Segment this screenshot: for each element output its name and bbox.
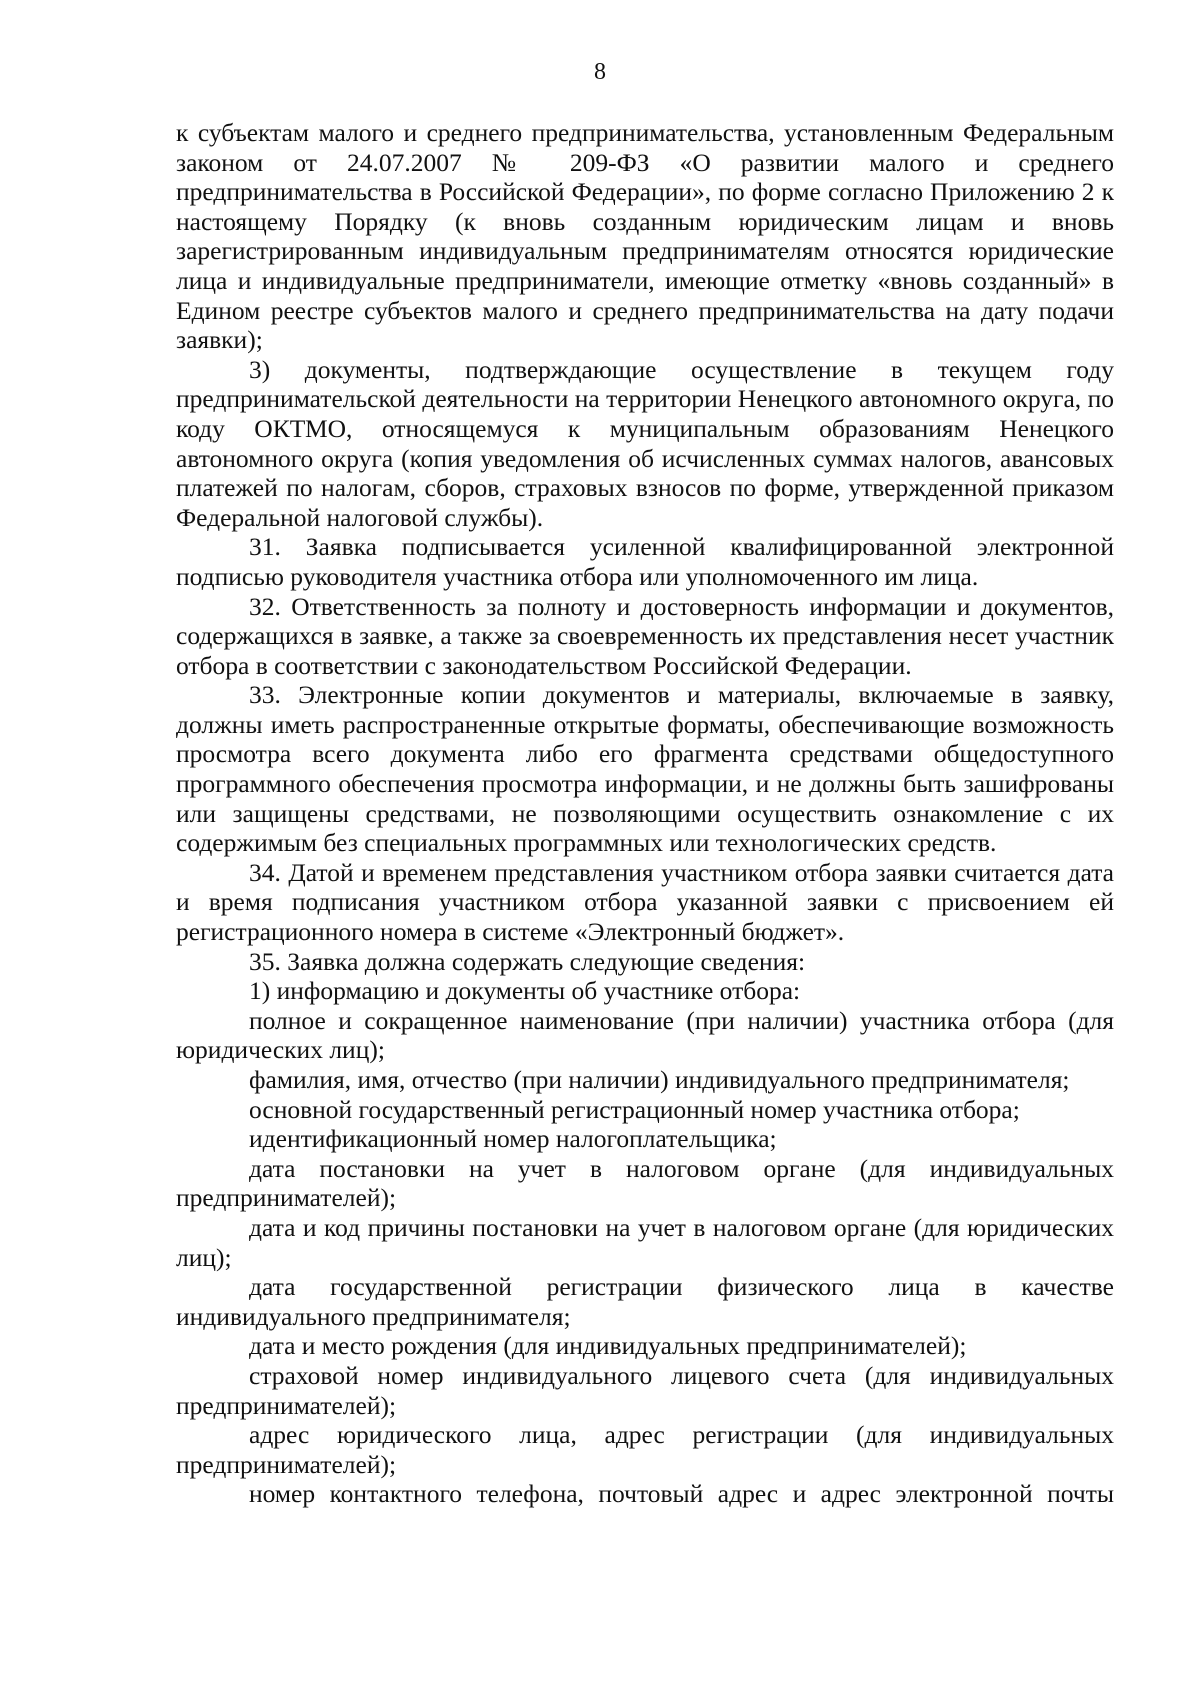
paragraph-ogrn: основной государственный регистрационный номер участника отбора; (249, 1094, 1020, 1124)
paragraph-address: адрес юридического лица, адрес регистрации (для индивидуальных предпринимателей); (176, 1420, 1114, 1479)
paragraph-inn: идентификационный номер налогоплательщика; (249, 1124, 777, 1154)
paragraph-contacts: номер контактного телефона, почтовый адрес и адрес электронной почты (249, 1479, 1114, 1509)
paragraph-point-35: 35. Заявка должна содержать следующие сведения: (249, 946, 806, 976)
paragraph-point-34: 34. Датой и временем представления участником отбора заявки считается дата и время подписания участником отбора указанной заявки с присвоением ей регистрационного номера в системе «Электронный бюджет». (176, 857, 1114, 947)
paragraph-fio: фамилия, имя, отчество (при наличии) индивидуального предпринимателя; (249, 1065, 1070, 1094)
document-body (176, 118, 1114, 1509)
paragraph-full-name: полное и сокращенное наименование (при наличии) участника отбора (для юридических лиц); (176, 1005, 1114, 1065)
page-number: 8 (594, 59, 606, 85)
paragraph-point-33: 33. Электронные копии документов и материалы, включаемые в заявку, должны иметь распространенные открытые форматы, обеспечивающие возможность просмотра всего документа либо его фрагмента средствами общедоступного программного обеспечения просмотра информации, и не должны быть зашифрованы или защищены средствами, не позволяющими осуществить ознакомление с их содержимым без специальных программных или технологических средств. (176, 680, 1114, 858)
paragraph-item-3: 3) документы, подтверждающие осуществление в текущем году предпринимательской деятельности на территории Ненецкого автономного округа, по коду ОКТМО, относящемуся к муниципальным образованиям Ненецкого автономного округа (копия уведомления об исчисленных суммах налогов, авансовых платежей по налогам, сборов, страховых взносов по форме, утвержденной приказом Федеральной налоговой службы). (176, 354, 1114, 532)
paragraph-tax-registration-date: дата постановки на учет в налоговом органе (для индивидуальных предпринимателей); (176, 1153, 1114, 1213)
paragraph-birth: дата и место рождения (для индивидуальных предпринимателей); (249, 1331, 967, 1361)
paragraph-snils: страховой номер индивидуального лицевого счета (для индивидуальных предпринимателей); (176, 1360, 1114, 1420)
paragraph-continuation: к субъектам малого и среднего предпринимательства, установленным Федеральным законом от 24.07.2007 № 209-ФЗ «О развитии малого и среднего предпринимательства в Российской Федерации», по форме согласно Приложению 2 к настоящему Порядку (к вновь созданным юридическим лицам и вновь зарегистрированным индивидуальным предпринимателям относятся юридические лица и индивидуальные предприниматели, имеющие отметку «вновь созданный» в Едином реестре субъектов малого и среднего предпринимательства на дату подачи заявки); (176, 118, 1114, 355)
paragraph-point-32: 32. Ответственность за полноту и достоверность информации и документов, содержащихся в заявке, а также за своевременность их представления несет участник отбора в соответствии с законодательством Российской Федерации. (176, 591, 1114, 680)
paragraph-kpp: дата и код причины постановки на учет в налоговом органе (для юридических лиц); (176, 1212, 1114, 1272)
paragraph-item-35-1: 1) информацию и документы об участнике отбора: (249, 976, 801, 1006)
paragraph-point-31: 31. Заявка подписывается усиленной квалифицированной электронной подписью руководителя участника отбора или уполномоченного им лица. (176, 532, 1114, 591)
paragraph-state-registration-date: дата государственной регистрации физического лица в качестве индивидуального предпринимателя; (176, 1272, 1114, 1331)
